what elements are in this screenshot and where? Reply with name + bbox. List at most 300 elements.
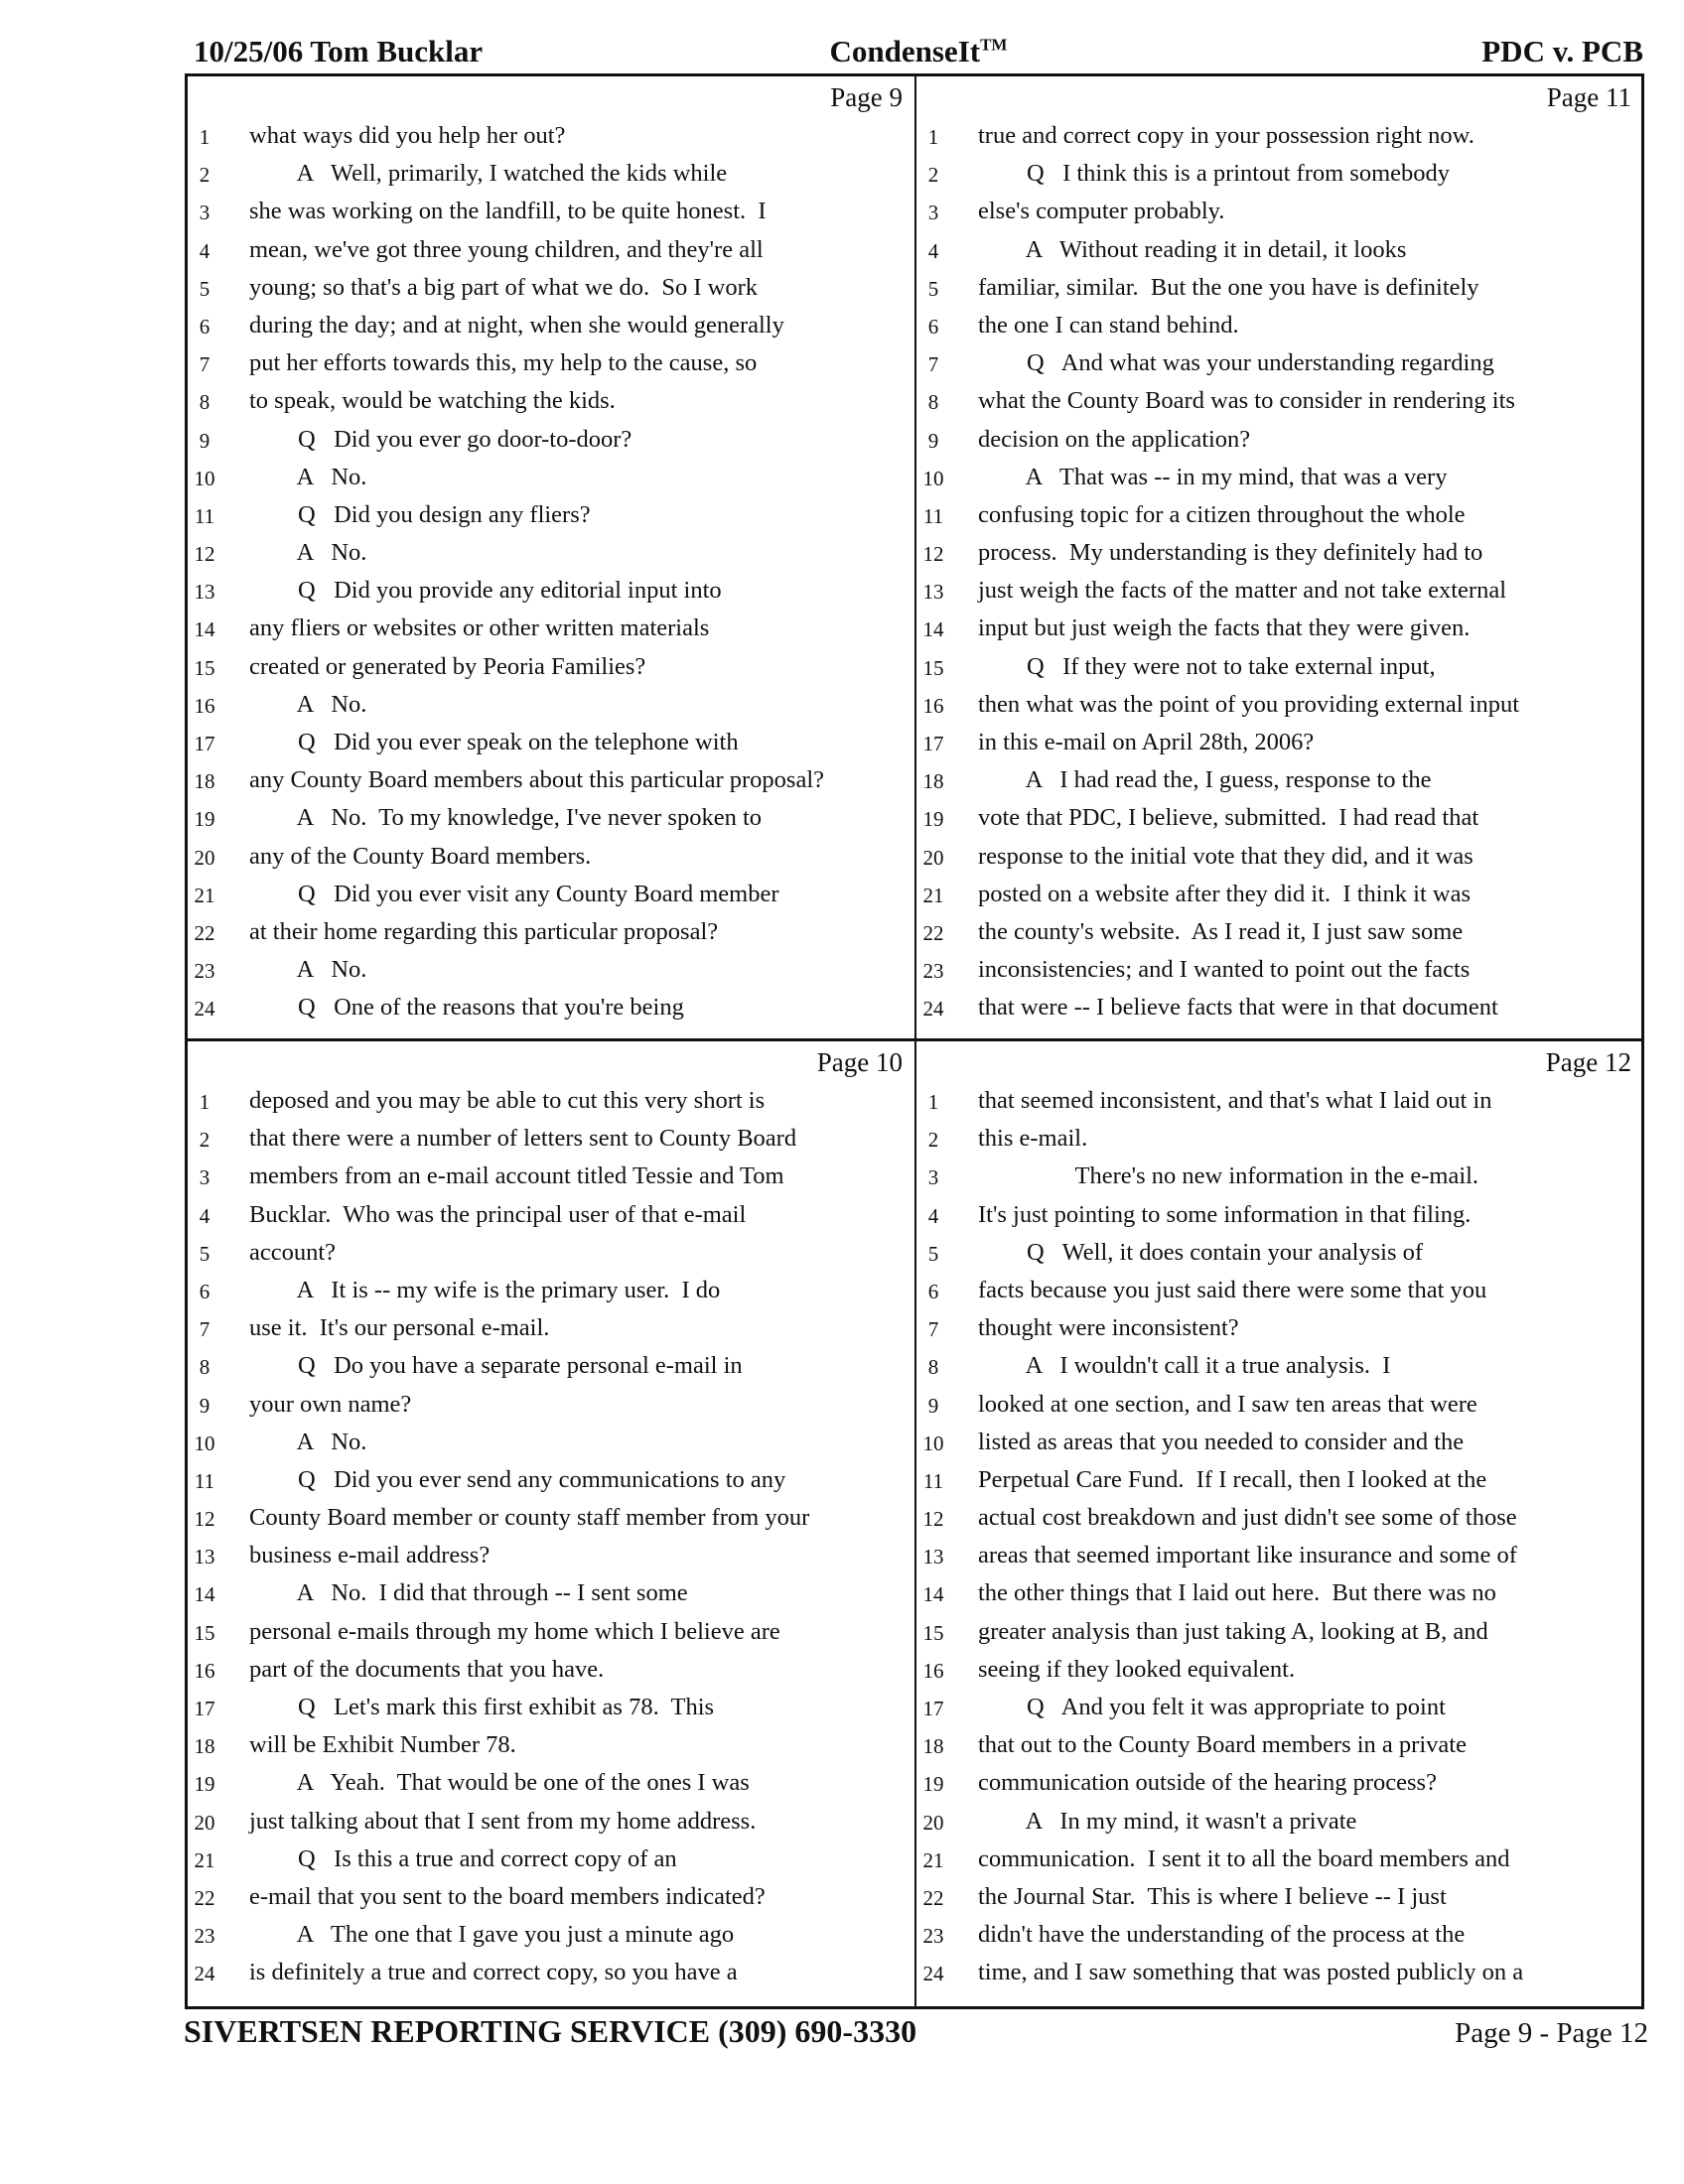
transcript-line (916, 611, 1641, 648)
line-number: 14 (922, 617, 944, 642)
transcript-line (916, 1083, 1641, 1121)
line-number: 17 (194, 732, 215, 755)
line-text: posted on a website after they did it. I think it was (978, 880, 1472, 907)
line-number: 3 (927, 1165, 939, 1190)
line-text: A No. I did that through -- I sent some (249, 1579, 688, 1607)
line-number: 20 (194, 845, 215, 870)
line-number: 12 (922, 542, 944, 567)
line-number: 6 (199, 314, 210, 339)
line-text: to speak, would be watching the kids. (249, 387, 616, 415)
line-number: 14 (922, 1582, 944, 1607)
transcript-line (916, 1121, 1641, 1159)
line-number: 18 (194, 1734, 215, 1759)
footer-page-range: Page 9 - Page 12 (1455, 2017, 1648, 2049)
transcript-line (188, 1197, 912, 1235)
line-text: vote that PDC, I believe, submitted. I had read that (978, 804, 1479, 832)
line-number: 22 (922, 1885, 944, 1910)
transcript-line (916, 1765, 1641, 1803)
transcript-line (916, 687, 1641, 725)
line-text: true and correct copy in your possession right now. (978, 122, 1474, 149)
line-text: process. My understanding is they definitely had to (978, 539, 1483, 567)
line-text: Q I think this is a printout from somebody (978, 160, 1450, 188)
line-number: 13 (194, 1545, 215, 1570)
line-text: Q And you felt it was appropriate to point (978, 1694, 1446, 1720)
transcript-line (188, 1235, 912, 1273)
line-text: then what was the point of you providing external input (978, 690, 1520, 718)
line-text: A The one that I gave you just a minute ago (249, 1921, 735, 1949)
line-number: 10 (194, 1431, 215, 1455)
line-text: e-mail that you sent to the board members indicated? (249, 1882, 766, 1910)
page-header (194, 28, 1643, 75)
line-text: Q Did you ever speak on the telephone with (249, 729, 739, 755)
line-text: Q And what was your understanding regarding (978, 349, 1494, 377)
line-text: A I wouldn't call it a true analysis. I (978, 1352, 1391, 1380)
page-title: Page 12 (1545, 1047, 1631, 1077)
transcript-line (916, 952, 1641, 990)
transcript-line (916, 1575, 1641, 1613)
transcript-line (188, 1614, 912, 1652)
transcript-line (188, 914, 912, 952)
line-number: 11 (194, 503, 215, 528)
line-number: 16 (922, 1658, 944, 1683)
line-text: any fliers or websites or other written materials (249, 614, 710, 642)
transcript-line (188, 345, 912, 383)
line-text: the other things that I laid out here. But there was no (978, 1579, 1496, 1607)
page-footer (184, 2013, 1648, 2057)
line-text: will be Exhibit Number 78. (249, 1731, 516, 1759)
line-number: 22 (194, 920, 215, 945)
line-number: 6 (199, 1279, 210, 1303)
line-number: 13 (922, 580, 944, 605)
transcript-line (916, 460, 1641, 497)
line-number: 3 (199, 201, 210, 225)
line-text: Q If they were not to take external input, (978, 652, 1436, 680)
line-text: It's just pointing to some information in that filing. (978, 1200, 1472, 1228)
line-text: Q One of the reasons that you're being (249, 994, 684, 1022)
line-text: that were -- I believe facts that were in that document (978, 994, 1498, 1022)
line-number: 15 (922, 1620, 944, 1645)
page-panel-11 (916, 76, 1641, 1035)
transcript-line (188, 762, 912, 800)
transcript-line (916, 383, 1641, 421)
transcript-line (916, 725, 1641, 762)
transcript-line (188, 1500, 912, 1538)
line-number: 24 (194, 1962, 215, 1986)
transcript-line (916, 1387, 1641, 1425)
line-number: 9 (199, 1393, 210, 1418)
line-text: response to the initial vote that they did, and it was (978, 842, 1474, 870)
transcript-line (916, 156, 1641, 194)
line-text: business e-mail address? (249, 1542, 491, 1570)
line-number: 3 (927, 201, 939, 225)
line-text: facts because you just said there were some that you (978, 1276, 1487, 1303)
transcript-line (188, 383, 912, 421)
transcript-line (916, 1614, 1641, 1652)
line-number: 19 (922, 807, 944, 832)
transcript-line (188, 687, 912, 725)
line-text: use it. It's our personal e-mail. (249, 1314, 550, 1342)
transcript-line (188, 270, 912, 308)
line-text: A Yeah. That would be one of the ones I was (249, 1769, 750, 1797)
line-text: Q Is this a true and correct copy of an (249, 1844, 677, 1872)
line-text: County Board member or county staff member from your (249, 1504, 810, 1532)
line-text: listed as areas that you needed to consider and the (978, 1428, 1465, 1455)
transcript-line (916, 649, 1641, 687)
line-text: members from an e-mail account titled Tessie and Tom (249, 1162, 784, 1190)
line-text: A No. (249, 956, 367, 984)
line-number: 14 (194, 1582, 215, 1607)
transcript-line (188, 194, 912, 231)
transcript-line (188, 1955, 912, 1992)
line-number: 7 (927, 1317, 939, 1342)
line-text: any County Board members about this particular proposal? (249, 766, 825, 794)
transcript-line (188, 535, 912, 573)
line-number: 14 (194, 617, 215, 642)
line-text: else's computer probably. (978, 198, 1225, 225)
transcript-line (188, 1652, 912, 1690)
line-list (916, 1083, 1641, 1993)
line-number: 23 (922, 1924, 944, 1949)
line-number: 5 (927, 276, 939, 301)
line-number: 24 (922, 1962, 944, 1986)
line-text: Q Well, it does contain your analysis of (978, 1238, 1424, 1266)
transcript-line (188, 460, 912, 497)
line-text: A Without reading it in detail, it looks (978, 235, 1407, 263)
line-number: 24 (194, 997, 215, 1022)
line-number: 10 (922, 466, 944, 490)
line-number: 8 (199, 390, 210, 415)
line-text: input but just weigh the facts that they were given. (978, 614, 1471, 642)
line-text: A In my mind, it wasn't a private (978, 1807, 1357, 1835)
transcript-line (916, 1879, 1641, 1917)
line-text: just weigh the facts of the matter and not take external (978, 577, 1507, 605)
transcript-line (916, 1235, 1641, 1273)
line-number: 1 (927, 125, 939, 149)
line-text: Bucklar. Who was the principal user of that e-mail (249, 1200, 747, 1228)
transcript-line (916, 118, 1641, 156)
line-text: put her efforts towards this, my help to the cause, so (249, 349, 758, 377)
line-text: time, and I saw something that was posted publicly on a (978, 1959, 1524, 1986)
line-text: young; so that's a big part of what we do. So I work (249, 273, 759, 301)
line-number: 12 (194, 542, 215, 567)
line-text: that there were a number of letters sent to County Board (249, 1125, 797, 1153)
transcript-line (916, 1425, 1641, 1462)
transcript-line (188, 1765, 912, 1803)
transcript-line (188, 1690, 912, 1727)
transcript-line (916, 1197, 1641, 1235)
line-number: 5 (199, 276, 210, 301)
line-number: 4 (199, 1203, 210, 1228)
line-text: part of the documents that you have. (249, 1655, 605, 1683)
line-text: your own name? (249, 1390, 412, 1418)
line-number: 1 (199, 125, 210, 149)
transcript-line (188, 118, 912, 156)
line-text: during the day; and at night, when she would generally (249, 311, 784, 339)
line-number: 11 (194, 1468, 215, 1493)
transcript-line (916, 1462, 1641, 1500)
line-text: mean, we've got three young children, and they're all (249, 235, 764, 263)
line-text: Q Did you ever go door-to-door? (249, 425, 632, 453)
transcript-line (916, 1842, 1641, 1879)
transcript-line (188, 1121, 912, 1159)
transcript-line (916, 1159, 1641, 1196)
line-number: 16 (922, 693, 944, 718)
line-number: 8 (927, 1355, 939, 1380)
transcript-frame (185, 73, 1644, 2009)
line-text: Q Do you have a separate personal e-mail in (249, 1352, 743, 1380)
page-title: Page 10 (816, 1047, 903, 1077)
line-text: at their home regarding this particular proposal? (249, 917, 719, 945)
line-number: 11 (922, 503, 944, 528)
transcript-line (916, 1917, 1641, 1955)
line-text: the county's website. As I read it, I just saw some (978, 917, 1464, 945)
transcript-line (188, 1917, 912, 1955)
line-number: 23 (194, 959, 215, 984)
line-number: 19 (194, 807, 215, 832)
line-text: A I had read the, I guess, response to the (978, 766, 1432, 794)
line-number: 18 (922, 1734, 944, 1759)
line-number: 17 (922, 732, 944, 755)
line-number: 20 (922, 1810, 944, 1835)
line-number: 12 (194, 1507, 215, 1532)
line-number: 7 (199, 352, 210, 377)
transcript-line (916, 1273, 1641, 1310)
transcript-line (188, 649, 912, 687)
transcript-line (188, 1462, 912, 1500)
transcript-line (188, 1273, 912, 1310)
line-number: 3 (199, 1165, 210, 1190)
page-panel-10 (188, 1041, 912, 2000)
line-number: 5 (927, 1241, 939, 1266)
line-text: A No. (249, 1428, 367, 1455)
transcript-line (916, 762, 1641, 800)
line-text: what ways did you help her out? (249, 122, 566, 149)
transcript-line (188, 232, 912, 270)
transcript-line (188, 1538, 912, 1575)
line-text: the Journal Star. This is where I believe -- I just (978, 1882, 1447, 1910)
transcript-line (916, 1690, 1641, 1727)
transcript-line (188, 800, 912, 838)
transcript-line (188, 1083, 912, 1121)
transcript-line (916, 1955, 1641, 1992)
line-text: just talking about that I sent from my home address. (249, 1807, 757, 1835)
line-text: any of the County Board members. (249, 842, 592, 870)
page-panel-9 (188, 76, 912, 1035)
line-number: 17 (194, 1697, 215, 1720)
line-text: in this e-mail on April 28th, 2006? (978, 729, 1315, 755)
transcript-line (188, 1804, 912, 1842)
line-text: actual cost breakdown and just didn't see some of those (978, 1504, 1517, 1532)
line-text: created or generated by Peoria Families? (249, 652, 646, 680)
line-number: 24 (922, 997, 944, 1022)
transcript-line (916, 535, 1641, 573)
line-number: 19 (922, 1772, 944, 1797)
line-number: 9 (927, 428, 939, 453)
line-text: communication. I sent it to all the board members and (978, 1844, 1510, 1872)
line-text: Q Did you ever send any communications to any (249, 1465, 786, 1493)
line-number: 13 (922, 1545, 944, 1570)
line-text: Q Let's mark this first exhibit as 78. This (249, 1694, 715, 1720)
transcript-line (916, 422, 1641, 460)
header-trademark: TM (980, 35, 1008, 55)
line-text: this e-mail. (978, 1125, 1088, 1153)
line-number: 4 (199, 238, 210, 263)
transcript-line (916, 497, 1641, 535)
line-number: 5 (199, 1241, 210, 1266)
transcript-line (916, 914, 1641, 952)
line-number: 9 (199, 428, 210, 453)
header-date-witness: 10/25/06 Tom Bucklar (194, 34, 484, 68)
line-text: decision on the application? (978, 425, 1251, 453)
line-number: 18 (194, 769, 215, 794)
line-number: 2 (199, 1128, 210, 1153)
footer-service: SIVERTSEN REPORTING SERVICE (309) 690-3330 (184, 2013, 917, 2049)
line-number: 11 (922, 1468, 944, 1493)
transcript-line (916, 308, 1641, 345)
line-number: 23 (922, 959, 944, 984)
line-number: 1 (927, 1090, 939, 1114)
line-text: There's no new information in the e-mail. (978, 1162, 1479, 1190)
line-text: A No. To my knowledge, I've never spoken to (249, 804, 762, 832)
line-text: the one I can stand behind. (978, 311, 1239, 339)
transcript-line (916, 1500, 1641, 1538)
line-number: 2 (199, 163, 210, 188)
transcript-line (916, 573, 1641, 611)
line-number: 17 (922, 1697, 944, 1720)
transcript-line (188, 1879, 912, 1917)
line-number: 18 (922, 769, 944, 794)
line-list (188, 1083, 912, 1993)
transcript-line (188, 990, 912, 1027)
line-text: account? (249, 1238, 337, 1266)
transcript-line (916, 1727, 1641, 1765)
line-number: 8 (927, 390, 939, 415)
line-text: A Well, primarily, I watched the kids while (249, 160, 728, 188)
page-panel-12 (916, 1041, 1641, 2000)
header-product (194, 34, 1643, 69)
transcript-line (188, 308, 912, 345)
transcript-line (188, 952, 912, 990)
transcript-line (188, 1387, 912, 1425)
line-text: deposed and you may be able to cut this very short is (249, 1087, 766, 1114)
transcript-line (916, 1804, 1641, 1842)
line-text: A No. (249, 463, 367, 490)
transcript-line (188, 1727, 912, 1765)
transcript-line (916, 270, 1641, 308)
line-number: 13 (194, 580, 215, 605)
transcript-line (916, 839, 1641, 877)
line-text: Q Did you provide any editorial input into (249, 577, 722, 605)
line-text: seeing if they looked equivalent. (978, 1655, 1296, 1683)
line-text: looked at one section, and I saw ten areas that were (978, 1390, 1477, 1418)
transcript-line (188, 1310, 912, 1348)
line-text: A No. (249, 690, 367, 718)
line-text: familiar, similar. But the one you have is definitely (978, 273, 1479, 301)
line-number: 8 (199, 1355, 210, 1380)
line-number: 19 (194, 1772, 215, 1797)
transcript-line (188, 156, 912, 194)
transcript-line (188, 839, 912, 877)
transcript-line (916, 1652, 1641, 1690)
header-product-name: CondenseIt (829, 34, 981, 68)
line-number: 21 (922, 883, 944, 907)
line-text: what the County Board was to consider in rendering its (978, 387, 1515, 415)
line-text: is definitely a true and correct copy, so you have a (249, 1959, 738, 1986)
page-title: Page 11 (1546, 82, 1631, 112)
transcript-line (188, 611, 912, 648)
transcript-line (916, 877, 1641, 914)
header-case: PDC v. PCB (1481, 34, 1643, 68)
line-text: greater analysis than just taking A, looking at B, and (978, 1617, 1488, 1645)
transcript-line (188, 1348, 912, 1386)
line-number: 2 (927, 163, 939, 188)
transcript-line (188, 497, 912, 535)
line-number: 7 (199, 1317, 210, 1342)
line-number: 20 (922, 845, 944, 870)
line-text: didn't have the understanding of the process at the (978, 1921, 1466, 1949)
line-number: 1 (199, 1090, 210, 1114)
line-text: communication outside of the hearing process? (978, 1769, 1437, 1797)
line-number: 21 (922, 1847, 944, 1872)
line-number: 4 (927, 238, 939, 263)
line-text: Q Did you design any fliers? (249, 500, 591, 528)
transcript-line (916, 1538, 1641, 1575)
transcript-line (188, 877, 912, 914)
line-text: she was working on the landfill, to be quite honest. I (249, 198, 767, 225)
line-number: 16 (194, 1658, 215, 1683)
line-number: 4 (927, 1203, 939, 1228)
transcript-line (916, 1310, 1641, 1348)
line-text: thought were inconsistent? (978, 1314, 1239, 1342)
line-text: that out to the County Board members in a private (978, 1731, 1467, 1759)
line-number: 6 (927, 1279, 939, 1303)
line-text: areas that seemed important like insurance and some of (978, 1542, 1517, 1570)
line-number: 20 (194, 1810, 215, 1835)
transcript-line (188, 422, 912, 460)
line-text: A No. (249, 539, 367, 567)
line-number: 6 (927, 314, 939, 339)
transcript-line (188, 573, 912, 611)
line-number: 12 (922, 1507, 944, 1532)
line-number: 15 (194, 655, 215, 680)
line-text: A It is -- my wife is the primary user. I do (249, 1276, 721, 1303)
transcript-line (188, 1842, 912, 1879)
line-text: personal e-mails through my home which I believe are (249, 1617, 780, 1645)
line-text: inconsistencies; and I wanted to point out the facts (978, 956, 1471, 984)
line-text: Perpetual Care Fund. If I recall, then I looked at the (978, 1465, 1487, 1493)
transcript-line (916, 345, 1641, 383)
transcript-line (188, 1575, 912, 1613)
line-text: Q Did you ever visit any County Board member (249, 880, 779, 907)
line-number: 2 (927, 1128, 939, 1153)
line-number: 22 (922, 920, 944, 945)
line-number: 16 (194, 693, 215, 718)
transcript-line (188, 1159, 912, 1196)
line-list (916, 118, 1641, 1028)
line-number: 22 (194, 1885, 215, 1910)
line-number: 9 (927, 1393, 939, 1418)
line-number: 21 (194, 883, 215, 907)
line-text: that seemed inconsistent, and that's what I laid out in (978, 1087, 1492, 1114)
line-list (188, 118, 912, 1028)
transcript-line (916, 232, 1641, 270)
transcript-line (916, 990, 1641, 1027)
line-number: 15 (922, 655, 944, 680)
line-number: 23 (194, 1924, 215, 1949)
transcript-line (916, 194, 1641, 231)
line-number: 15 (194, 1620, 215, 1645)
line-number: 21 (194, 1847, 215, 1872)
